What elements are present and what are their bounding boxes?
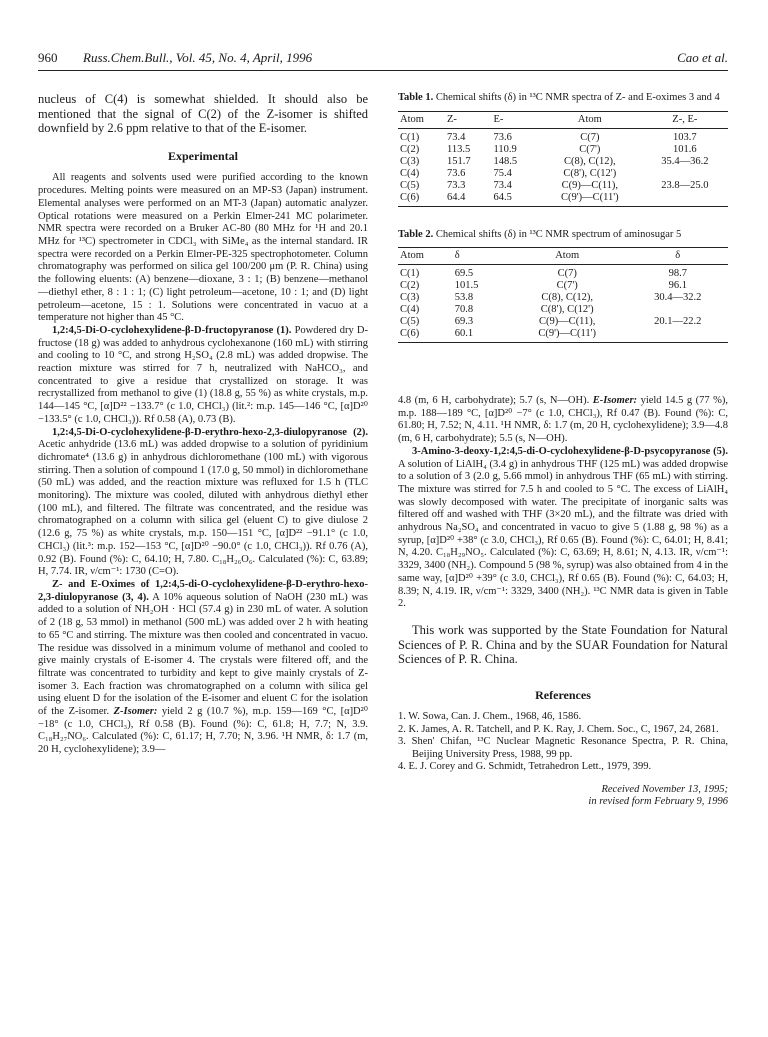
oximes-title: Z- and E-Oximes of 1,2:4,5-di-O-cyclohexylidene-β-D-erythro-hexo-2,3-diulopyranose (3, 4). xyxy=(38,578,368,603)
table2 xyxy=(398,247,728,343)
table-row: C(6) 60.1 C(9')—C(11') xyxy=(398,328,728,343)
compound-1-title: 1,2:4,5-Di-O-cyclohexylidene-β-D-fructopyranose (1). xyxy=(52,324,292,336)
running-authors: Cao et al. xyxy=(677,50,728,65)
table-row: C(2) 113.5 110.9 C(7') 101.6 xyxy=(400,143,697,155)
paragraph-compound-1: 1,2:4,5-Di-O-cyclohexylidene-β-D-fructopyranose (1). Powdered dry D-fructose (18 g) was added to anhydrous cyclohexanone (160 mL) with stirring and cooling to 10 °C, and strong H₂SO₄ (2.8 mL) was added dropwise. The reaction mixture was stirred for 7 h, neutralized with NaHCO₃, and concentrated to give a residue that crystallized on storage. It was recrystallized from methanol to give (1) (18.8 g, 55 %) as white crystals, m.p. 144—145 °C, [α]D²² −133.7° (c 1.0, CHCl₃) (lit.²: m.p. 145—146 °C, [α]D²⁰ −133.5° (c 1.0, CHCl₃)). Rf 0.58 (A), 0.73 (B). xyxy=(38,324,368,425)
table-header-row: Atom Z- E- Atom Z-, E- xyxy=(398,111,728,128)
table-row: C(4) 73.6 75.4 C(8'), C(12') xyxy=(400,167,617,179)
table-row: C(2) 101.5 C(7') 96.1 xyxy=(400,280,687,291)
paragraph-e-isomer: 4.8 (m, 6 H, carbohydrate); 5.7 (s, N—OH). E-Isomer: yield 14.5 g (77 %), m.p. 188—189 °C, [α]D²⁰ −7° (c 1.0, CHCl₃), Rf 0.47 (B). Found (%): C, 61.80; H, 7.52; N, 4.11. ¹H NMR, δ: 1.7 (m, 20 H, cyclohexylidene); 3.9—4.8 (m, 6 H, carbohydrate); 5.5 (s, N—OH). xyxy=(398,395,729,445)
table1 xyxy=(398,111,728,207)
left-column xyxy=(38,92,368,757)
e-isomer-label: E-Isomer: xyxy=(592,395,638,406)
table-row: C(1) 69.5 C(7) 98.7 xyxy=(400,268,687,279)
table-row: C(1) 73.4 73.6 C(7) 103.7 xyxy=(400,131,697,143)
table-row: C(6) 64.4 64.5 C(9')—C(11') xyxy=(398,192,728,207)
journal-citation: Russ.Chem.Bull., Vol. 45, No. 4, April, 1996 xyxy=(83,50,313,65)
table-row: C(3) 151.7 148.5 C(8), C(12), 35.4—36.2 xyxy=(400,155,709,167)
reference-item: 1. W. Sowa, Can. J. Chem., 1968, 46, 1586. xyxy=(398,711,582,723)
section-heading-references: References xyxy=(535,687,591,702)
table-row: C(4) 70.8 C(8'), C(12') xyxy=(400,304,594,315)
compound-2-title: 1,2:4,5-Di-O-cyclohexylidene-β-D-erythro-hexo-2,3-diulopyranose (2). xyxy=(52,426,368,438)
paragraph-compound-5: 3-Amino-3-deoxy-1,2:4,5-di-O-cyclohexylidene-β-D-psycopyranose (5). A solution of LiAlH₄ (3.4 g) in anhydrous THF (125 mL) was added dropwise to a solution of 3 (2.0 g, 5.66 mmol) in anhydrous THF (65 mL) with stirring. The mixture was stirred for 7.5 h and cooled to 5 °C. The excess of LiAlH₄ was slowly decomposed with water. The precipitate of inorganic salts was filtered off and washed with THF (3×20 mL), and the filtrate was dried with anhydrous Na₂SO₄ and concentrated in vacuo to give 5 (1.88 g, 98 %) as a syrup, [α]D²⁰ +38° (c 3.0, CHCl₃), Rf 0.65 (B). Found (%): C, 64.01; H, 8.41; N, 4.20. C₁₈H₂₉NO₅. Calculated (%): C, 63.69; H, 8.61; N, 4.13. IR, ν/cm⁻¹: 3329, 3400 (NH₂). Compound 5 (98 %, syrup) was also obtained from 4 in the same way, [α]D²⁰ +39° (c 3.0, CHCl₃), Rf 0.65 (B). Found (%): C, 64.03; H, 8.39; N, 4.19. IR, ν/cm⁻¹: 3329, 3400 (NH₂). ¹³C NMR data is given in Table 2. xyxy=(398,445,728,610)
table2-caption: Table 2. Chemical shifts (δ) in ¹³C NMR spectrum of aminosugar 5 xyxy=(398,228,682,240)
table-row: C(3) 53.8 C(8), C(12), 30.4—32.2 xyxy=(400,292,702,303)
table-row: C(5) 69.3 C(9)—C(11), 20.1—22.2 xyxy=(400,316,702,327)
z-isomer-label: Z-Isomer: xyxy=(113,706,158,718)
running-header xyxy=(38,50,728,70)
reference-list xyxy=(398,711,728,774)
paragraph-compound-2: 1,2:4,5-Di-O-cyclohexylidene-β-D-erythro-hexo-2,3-diulopyranose (2). Acetic anhydride (13.6 mL) was added dropwise to a solution of pyridinium dichromate⁴ (13.6 g) in anhydrous dichloromethane (100 mL) with vigorous stirring. Then a solution of compound 1 (17.0 g, 50 mmol) in dichloromethane (50 mL) was added, and the reaction mixture was refluxed for 1.5 h (TLC monitoring). The mixture was cooled, diluted with anhydrous diethyl ether (100 mL), and filtered. The filtrate was concentrated, and the residue was chromatographed on a column with silica gel (eluent C) to give diulose 2 (12.6 g, 75 %) as white crystals, m.p. 150—151 °C, [α]D²² −91.1° (c 1.0, CHCl₃) (lit.³: m.p. 152—153 °C, [α]D²⁰ −90.0° (c 1.0, CHCl₃)). Rf 0.76 (A), 0.92 (B). Found (%): C, 64.10; H, 7.80. C₁₈H₂₆O₆. Calculated (%): C, 63.89; H, 7.74. IR, ν/cm⁻¹: 1730 (C=O). xyxy=(38,426,368,578)
paragraph-general: All reagents and solvents used were purified according to the known procedures. Melting points were measured on an MP-S3 (Japan) instrument. Elemental analyses were performed on an MT-3 (Japan) automatic analyzer. Optical rotations were measured on a Perkin Elmer-241 MC polarimeter. NMR spectra were recorded on a Bruker AC-80 (80 MHz for ¹H and 20.1 MHz for ¹³C) spectrometer in CDCl₃ with SiMe₄ as the internal standard. IR spectra were recorded on a Perkin Elmer-PE-325 spectrophotometer. Column chromatography was performed on silica gel 100/200 μm (P. R. China) using the following eluents: (A) benzene—dioxane, 3 : 1; (B) benzene—methanol—diethyl ether, 8 : 1 : 1; (C) light petroleum—acetone, 10 : 1; and (D) light petroleum—acetone, 15 : 1. Solutions were concentrated in vacuo at a temperature not higher than 45 °C. xyxy=(38,172,368,324)
reference-item: 3. Shen' Chifan, ¹³C Nuclear Magnetic Resonance Spectra, P. R. China, Beijing University Press, 1988, 99 pp. xyxy=(398,736,728,760)
table-header-row: Atom δ Atom δ xyxy=(398,248,728,265)
intro-paragraph: nucleus of C(4) is somewhat shielded. It should also be mentioned that the signal of C(2) of the Z-isomer is shifted downfield by 2.6 ppm relative to that of the E-isomer. xyxy=(38,92,368,136)
page-number: 960 xyxy=(38,50,58,65)
acknowledgement: This work was supported by the State Foundation for Natural Sciences of P. R. China and by the SUAR Foundation for Natural Sciences of P. R. China. xyxy=(398,622,728,667)
right-column xyxy=(398,92,728,809)
paragraph-oximes: Z- and E-Oximes of 1,2:4,5-di-O-cyclohexylidene-β-D-erythro-hexo-2,3-diulopyranose (3, 4). A 10% aqueous solution of NaOH (230 mL) was added to a solution of NH₂OH · HCl (57.4 g) in 230 mL of water. A solution of 2 (18 g, 53 mmol) in methanol (500 mL) was added over 2 h with heating to 65 °C and stirring. The mixture was then cooled and concentrated in vacuo. The residue was dissolved in a minimum volume of methanol and cooled to give mainly crystals of E-isomer 4. The crystals were filtered off, and the filtrate was concentrated to turbidity and kept to give mainly crystals of Z-isomer 3. Each fraction was chromatographed on a column with silica gel using eluent D for the isolation of the E-isomer and eluent C for the isolation of the Z-isomer. Z-Isomer: yield 2 g (10.7 %), m.p. 159—169 °C, [α]D²⁰ −18° (c 1.0, CHCl₃), Rf 0.58 (B). Found (%): C, 61.8; H, 7.7; N, 3.9. C₁₈H₂₇NO₆. Calculated (%): C, 61.17; H, 7.70; N, 3.96. ¹H NMR, δ: 1.7 (m, 20 H, cyclohexylidene); 3.9— xyxy=(38,578,369,756)
table-row: C(5) 73.3 73.4 C(9)—C(11), 23.8—25.0 xyxy=(400,179,709,191)
reference-item: 2. K. James, A. R. Tatchell, and P. K. Ray, J. Chem. Soc., C, 1967, 24, 2681. xyxy=(398,723,719,735)
table1-caption: Table 1. Chemical shifts (δ) in ¹³C NMR spectra of Z- and E-oximes 3 and 4 xyxy=(398,92,720,103)
reference-item: 4. E. J. Corey and G. Schmidt, Tetrahedron Lett., 1979, 399. xyxy=(398,761,652,773)
section-heading-experimental: Experimental xyxy=(168,148,238,163)
compound-5-title: 3-Amino-3-deoxy-1,2:4,5-di-O-cyclohexylidene-β-D-psycopyranose (5). xyxy=(412,445,728,457)
received-dates: Received November 13, 1995; in revised form February 9, 1996 xyxy=(588,783,728,808)
header-rule xyxy=(38,70,728,71)
